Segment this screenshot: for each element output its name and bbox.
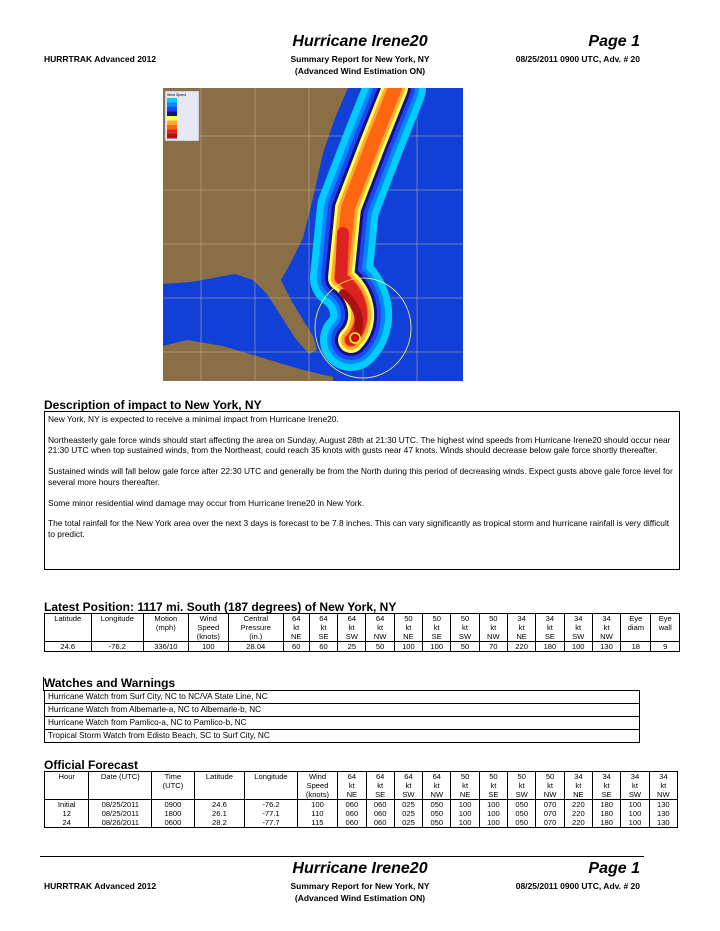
column-header-line: SE bbox=[318, 632, 329, 641]
column-header-line: NW bbox=[373, 632, 387, 641]
table-cell: 28.2 bbox=[194, 818, 245, 828]
table-cell: 100 bbox=[479, 809, 507, 818]
table-cell: -77.1 bbox=[245, 809, 298, 818]
column-header bbox=[394, 614, 422, 642]
warning-item: Hurricane Watch from Surf City, NC to NC/VA State Line, NC bbox=[45, 691, 639, 704]
column-header-line: 64 bbox=[432, 772, 442, 781]
table-cell: 060 bbox=[338, 809, 366, 818]
column-header-line: Latitude bbox=[205, 772, 233, 781]
column-header-line: SW bbox=[402, 790, 415, 799]
warning-item: Hurricane Watch from Albemarle-a, NC to Albemarle-b, NC bbox=[45, 704, 639, 717]
table-cell: 12 bbox=[45, 809, 89, 818]
column-header-line: SE bbox=[601, 790, 612, 799]
column-header bbox=[194, 772, 245, 800]
column-header-line: Wind bbox=[308, 772, 327, 781]
column-header-line: kt bbox=[348, 623, 355, 632]
column-header-line: 64 bbox=[375, 772, 385, 781]
map-svg bbox=[163, 88, 463, 381]
column-header-line: 64 bbox=[347, 772, 357, 781]
table-cell: 180 bbox=[593, 809, 621, 818]
column-header-line: NW bbox=[486, 632, 500, 641]
table-cell: 130 bbox=[649, 809, 677, 818]
column-header bbox=[593, 772, 621, 800]
column-header bbox=[188, 614, 228, 642]
table-cell: 025 bbox=[394, 809, 422, 818]
table-cell: 050 bbox=[508, 818, 536, 828]
warnings-title: Watches and Warnings bbox=[44, 676, 176, 690]
table-cell: 025 bbox=[394, 800, 422, 810]
column-header bbox=[536, 614, 564, 642]
legend-title: Wind Speed bbox=[167, 93, 187, 97]
column-header-line: Speed bbox=[197, 623, 220, 632]
column-header-line: NE bbox=[459, 790, 471, 799]
table-cell: 130 bbox=[592, 642, 620, 652]
table-cell: 060 bbox=[366, 800, 394, 810]
column-header bbox=[621, 772, 649, 800]
column-header bbox=[451, 772, 479, 800]
column-header-line: 34 bbox=[630, 772, 640, 781]
column-header-line: SE bbox=[431, 632, 442, 641]
column-header-line: (in.) bbox=[249, 632, 263, 641]
column-header-line: 50 bbox=[460, 772, 470, 781]
column-header-line: kt bbox=[462, 623, 468, 632]
column-header bbox=[451, 614, 479, 642]
table-cell: 100 bbox=[423, 642, 451, 652]
column-header-line: Central bbox=[243, 614, 269, 623]
column-header bbox=[338, 614, 366, 642]
legend-swatch bbox=[167, 134, 177, 139]
column-header-line: SW bbox=[572, 632, 585, 641]
column-header bbox=[536, 772, 564, 800]
column-header-line: wall bbox=[658, 623, 672, 632]
column-header-line: kt bbox=[405, 781, 412, 790]
column-header-line: kt bbox=[518, 623, 525, 632]
column-header bbox=[89, 772, 152, 800]
column-header-line: 34 bbox=[573, 614, 583, 623]
footer-subtitle-2: (Advanced Wind Estimation ON) bbox=[294, 893, 426, 903]
column-header-line: kt bbox=[546, 623, 553, 632]
column-header bbox=[423, 772, 451, 800]
column-header bbox=[621, 614, 651, 642]
table-cell: 100 bbox=[297, 800, 337, 810]
table-cell: 100 bbox=[621, 800, 649, 810]
position-header-row bbox=[45, 614, 680, 642]
column-header bbox=[366, 614, 394, 642]
column-header-line: Wind bbox=[199, 614, 217, 623]
description-box bbox=[44, 411, 680, 570]
table-cell: 18 bbox=[621, 642, 651, 652]
table-cell: 220 bbox=[564, 800, 592, 810]
column-header-line: 64 bbox=[292, 614, 301, 623]
column-header-line: kt bbox=[518, 781, 525, 790]
table-cell: 050 bbox=[508, 800, 536, 810]
column-header-line: NE bbox=[346, 790, 358, 799]
forecast-table bbox=[44, 771, 678, 828]
column-header bbox=[283, 614, 309, 642]
report-subtitle-2: (Advanced Wind Estimation ON) bbox=[294, 66, 426, 76]
table-cell: 050 bbox=[423, 809, 451, 818]
column-header-line: Longitude bbox=[100, 614, 134, 623]
table-cell: 100 bbox=[479, 800, 507, 810]
table-cell: 28.04 bbox=[229, 642, 284, 652]
table-cell: 08/26/2011 bbox=[89, 818, 152, 828]
description-paragraph: Some minor residential wind damage may occur from Hurricane Irene20 in New York. bbox=[48, 497, 365, 508]
column-header-line: kt bbox=[433, 623, 440, 632]
hurricane-track-map bbox=[163, 88, 463, 381]
footer-subtitle: Summary Report for New York, NY bbox=[290, 881, 430, 891]
position-title: Latest Position: 1117 mi. South (187 degrees) of New York, NY bbox=[44, 600, 397, 614]
column-header-line: kt bbox=[405, 623, 412, 632]
column-header-line: kt bbox=[490, 781, 497, 790]
column-header bbox=[229, 614, 284, 642]
column-header-line: 64 bbox=[404, 772, 413, 781]
table-cell: 115 bbox=[297, 818, 337, 828]
column-header bbox=[152, 772, 194, 800]
column-header-line: kt bbox=[433, 781, 440, 790]
table-cell: -77.7 bbox=[245, 818, 298, 828]
table-cell: 220 bbox=[564, 809, 592, 818]
footer-rule bbox=[40, 856, 644, 857]
description-paragraph: Northeasterly gale force winds should start affecting the area on Sunday, August 28th at 21:30 UTC. The highest wind speeds from Hurricane Irene20 should occur near 21:30 UTC when top sustained winds, from the Northeast, could reach 35 knots with gusts near 47 knots. Winds should decrease below gale force shortly thereafter. bbox=[48, 434, 671, 456]
column-header-line: 34 bbox=[574, 772, 583, 781]
column-header-line: kt bbox=[377, 623, 384, 632]
column-header bbox=[423, 614, 451, 642]
column-header-line: (knots) bbox=[305, 790, 330, 799]
column-header-line: 34 bbox=[659, 772, 668, 781]
legend-swatch bbox=[167, 112, 177, 117]
table-cell: 070 bbox=[536, 800, 564, 810]
table-cell: Initial bbox=[45, 800, 89, 810]
column-header-line: (knots) bbox=[196, 632, 220, 641]
column-header bbox=[394, 772, 422, 800]
table-cell: 050 bbox=[423, 800, 451, 810]
legend-swatch bbox=[167, 125, 177, 130]
table-cell: 180 bbox=[536, 642, 564, 652]
column-header-line: (mph) bbox=[155, 623, 176, 632]
column-header-line: NE bbox=[516, 632, 527, 641]
report-subtitle: Summary Report for New York, NY bbox=[290, 54, 430, 64]
column-header-line: 64 bbox=[347, 614, 357, 623]
column-header-line: kt bbox=[490, 623, 497, 632]
column-header-line: kt bbox=[603, 623, 610, 632]
column-header-line: Date (UTC) bbox=[100, 772, 140, 781]
column-header-line: 34 bbox=[602, 772, 611, 781]
table-cell: 26.1 bbox=[194, 809, 245, 818]
table-cell: 110 bbox=[297, 809, 337, 818]
column-header-line: SW bbox=[515, 790, 528, 799]
table-cell: 060 bbox=[338, 800, 366, 810]
column-header-line: kt bbox=[377, 781, 384, 790]
column-header-line: 50 bbox=[432, 614, 441, 623]
column-header bbox=[479, 772, 507, 800]
forecast-title: Official Forecast bbox=[44, 758, 139, 772]
column-header-line: 50 bbox=[404, 614, 413, 623]
warning-item: Tropical Storm Watch from Edisto Beach, SC to Surf City, NC bbox=[48, 731, 270, 740]
table-cell: 24.6 bbox=[194, 800, 245, 810]
column-header bbox=[592, 614, 620, 642]
storm-center-dot bbox=[353, 336, 357, 340]
table-cell: 060 bbox=[366, 818, 394, 828]
column-header-line: Latitude bbox=[54, 614, 82, 623]
table-cell: 336/10 bbox=[144, 642, 188, 652]
table-cell: 24 bbox=[45, 818, 89, 828]
column-header-line: NW bbox=[543, 790, 557, 799]
table-cell: 24.6 bbox=[45, 642, 92, 652]
position-table bbox=[44, 613, 680, 652]
column-header-line: NE bbox=[403, 632, 414, 641]
column-header bbox=[508, 772, 536, 800]
column-header-line: 50 bbox=[545, 772, 555, 781]
column-header-line: SW bbox=[628, 790, 642, 799]
advisory-info: 08/25/2011 0900 UTC, Adv. # 20 bbox=[515, 54, 640, 64]
table-cell: 08/25/2011 bbox=[89, 809, 152, 818]
column-header-line: kt bbox=[462, 781, 469, 790]
table-row bbox=[45, 809, 678, 818]
table-cell: 130 bbox=[649, 800, 677, 810]
column-header-line: Speed bbox=[306, 781, 329, 790]
column-header bbox=[564, 772, 592, 800]
column-header-line: 50 bbox=[489, 614, 498, 623]
legend-swatch bbox=[167, 98, 177, 103]
table-row bbox=[45, 818, 678, 828]
table-cell: 1800 bbox=[152, 809, 194, 818]
table-cell: 100 bbox=[479, 818, 507, 828]
table-cell: 25 bbox=[338, 642, 366, 652]
page-number: Page 1 bbox=[588, 33, 640, 50]
table-cell: 130 bbox=[649, 818, 677, 828]
table-cell: 50 bbox=[366, 642, 394, 652]
table-cell: 025 bbox=[394, 818, 422, 828]
table-cell: 070 bbox=[536, 809, 564, 818]
column-header-line: 64 bbox=[319, 614, 328, 623]
table-cell: 100 bbox=[188, 642, 228, 652]
software-name: HURRTRAK Advanced 2012 bbox=[44, 54, 157, 64]
column-header-line: Motion bbox=[154, 614, 178, 623]
table-cell: 060 bbox=[366, 809, 394, 818]
table-cell: 100 bbox=[451, 809, 479, 818]
warning-item: Hurricane Watch from Pamlico-a, NC to Pamlico-b, NC bbox=[45, 717, 639, 730]
footer-title: Hurricane Irene20 bbox=[292, 860, 428, 877]
table-cell: 100 bbox=[621, 809, 649, 818]
footer-advisory-info: 08/25/2011 0900 UTC, Adv. # 20 bbox=[515, 881, 640, 891]
column-header-line: kt bbox=[575, 623, 582, 632]
column-header bbox=[45, 614, 92, 642]
column-header-line: 50 bbox=[489, 772, 498, 781]
report-title: Hurricane Irene20 bbox=[292, 33, 428, 50]
column-header-line: 34 bbox=[545, 614, 555, 623]
table-cell: 220 bbox=[507, 642, 535, 652]
column-header bbox=[338, 772, 366, 800]
column-header-line: 50 bbox=[517, 772, 526, 781]
column-header bbox=[507, 614, 535, 642]
table-row bbox=[45, 800, 678, 810]
table-cell: 180 bbox=[593, 818, 621, 828]
table-cell: 050 bbox=[508, 809, 536, 818]
footer-software-name: HURRTRAK Advanced 2012 bbox=[44, 881, 157, 891]
column-header bbox=[297, 772, 337, 800]
column-header bbox=[91, 614, 144, 642]
column-header-line: (UTC) bbox=[162, 781, 184, 790]
table-cell: 50 bbox=[451, 642, 479, 652]
table-cell: 220 bbox=[564, 818, 592, 828]
column-header-line: NW bbox=[656, 790, 670, 799]
column-header-line: 64 bbox=[375, 614, 385, 623]
table-cell: 100 bbox=[451, 818, 479, 828]
description-paragraph: Sustained winds will fall below gale force after 22:30 UTC and generally be from the North during this period of decreasing winds. Expect gusts above gale force level for several more hours thereafter. bbox=[48, 466, 673, 487]
column-header-line: kt bbox=[632, 781, 638, 790]
column-header-line: kt bbox=[320, 623, 327, 632]
table-cell: 0900 bbox=[152, 800, 194, 810]
column-header-line: 34 bbox=[517, 614, 526, 623]
column-header-line: NW bbox=[430, 790, 444, 799]
map-legend bbox=[165, 91, 199, 141]
column-header-line: SW bbox=[345, 632, 358, 641]
column-header bbox=[366, 772, 394, 800]
column-header-line: kt bbox=[575, 781, 582, 790]
table-cell: 60 bbox=[309, 642, 337, 652]
column-header-line: Eye bbox=[629, 614, 643, 623]
table-cell: 050 bbox=[423, 818, 451, 828]
column-header-line: NE bbox=[573, 790, 584, 799]
table-cell: 070 bbox=[536, 818, 564, 828]
table-cell: 70 bbox=[479, 642, 507, 652]
column-header-line: kt bbox=[547, 781, 553, 790]
table-cell: 100 bbox=[564, 642, 592, 652]
table-cell: 60 bbox=[283, 642, 309, 652]
column-header-line: SE bbox=[375, 790, 386, 799]
table-cell: 9 bbox=[651, 642, 680, 652]
description-paragraph: The total rainfall for the New York area over the next 3 days is forecast to be 7.8 inches. This can vary significantly as tropical storm and hurricane rainfall is very difficult to predict. bbox=[48, 518, 670, 539]
column-header bbox=[144, 614, 188, 642]
forecast-header-row bbox=[45, 772, 678, 800]
column-header-line: kt bbox=[660, 781, 667, 790]
column-header-line: 50 bbox=[460, 614, 470, 623]
table-cell: 100 bbox=[451, 800, 479, 810]
column-header bbox=[479, 614, 507, 642]
column-header bbox=[649, 772, 677, 800]
legend-swatch bbox=[167, 130, 177, 135]
column-header bbox=[651, 614, 680, 642]
column-header-line: Hour bbox=[58, 772, 75, 781]
table-cell: -76.2 bbox=[91, 642, 144, 652]
description-title: Description of impact to New York, NY bbox=[44, 398, 262, 412]
column-header-line: 34 bbox=[602, 614, 611, 623]
column-header-line: kt bbox=[348, 781, 355, 790]
table-cell: 180 bbox=[593, 800, 621, 810]
column-header-line: SE bbox=[488, 790, 499, 799]
column-header-line: Eye bbox=[658, 614, 672, 623]
legend-swatch bbox=[167, 103, 177, 108]
warnings-list bbox=[44, 690, 640, 743]
column-header bbox=[45, 772, 89, 800]
legend-swatch bbox=[167, 116, 177, 121]
column-header-line: kt bbox=[603, 781, 610, 790]
column-header-line: Longitude bbox=[254, 772, 288, 781]
table-cell: 100 bbox=[621, 818, 649, 828]
column-header-line: SE bbox=[544, 632, 555, 641]
column-header-line: SW bbox=[458, 632, 472, 641]
position-data-row bbox=[45, 642, 680, 652]
column-header-line: Time bbox=[164, 772, 182, 781]
legend-swatch bbox=[167, 107, 177, 112]
column-header bbox=[564, 614, 592, 642]
description-paragraph: New York, NY is expected to receive a minimal impact from Hurricane Irene20. bbox=[48, 414, 339, 424]
footer-page-number: Page 1 bbox=[588, 860, 640, 877]
text-cursor bbox=[43, 677, 44, 691]
column-header bbox=[309, 614, 337, 642]
column-header-line: kt bbox=[293, 623, 300, 632]
legend-swatch bbox=[167, 121, 177, 126]
column-header-line: NW bbox=[600, 632, 613, 641]
column-header-line: Pressure bbox=[240, 623, 271, 632]
table-cell: -76.2 bbox=[245, 800, 298, 810]
column-header bbox=[245, 772, 298, 800]
column-header-line: diam bbox=[627, 623, 645, 632]
table-cell: 0600 bbox=[152, 818, 194, 828]
table-cell: 060 bbox=[338, 818, 366, 828]
table-cell: 100 bbox=[394, 642, 422, 652]
column-header-line: NE bbox=[290, 632, 302, 641]
table-cell: 08/25/2011 bbox=[89, 800, 152, 810]
